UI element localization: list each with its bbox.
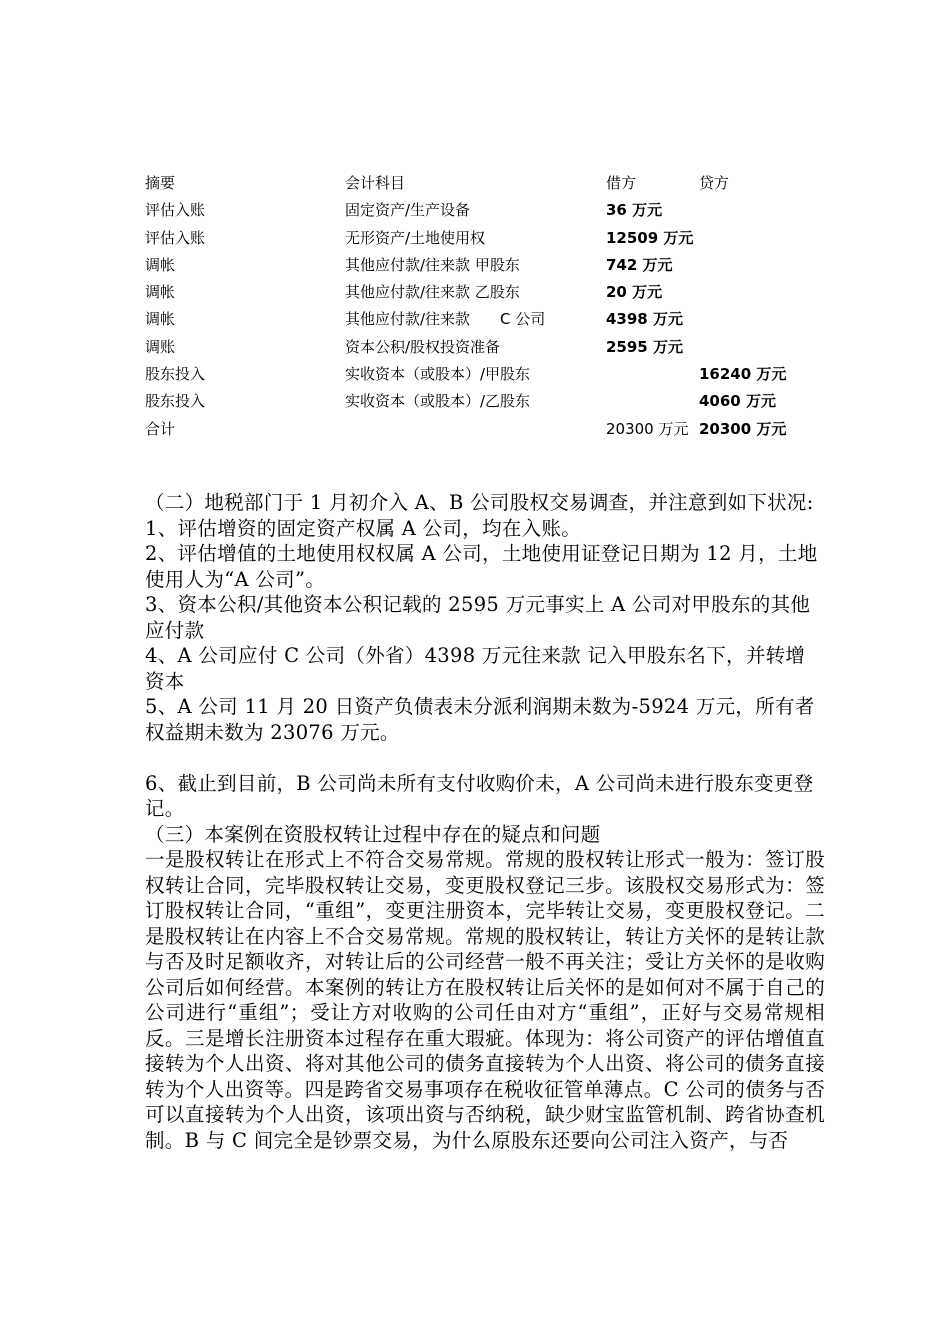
row-summary: 评估入账 bbox=[145, 201, 206, 220]
table-row bbox=[145, 306, 845, 333]
row-summary: 调帐 bbox=[145, 310, 176, 329]
total-credit: 20300 万元 bbox=[699, 419, 787, 438]
section2-item-4: 4、A 公司应付 C 公司（外省）4398 万元往来款 记入甲股东名下，并转增资本 bbox=[145, 644, 806, 693]
row-debit: 20 万元 bbox=[606, 283, 663, 302]
table-row bbox=[145, 225, 845, 252]
row-debit: 4398 万元 bbox=[606, 310, 683, 329]
section2-item-2: 2、评估增值的土地使用权权属 A 公司，土地使用证登记日期为 12 月，土地使用人为“A 公司”。 bbox=[145, 542, 818, 591]
row-account: 其他应付款/往来款 C 公司 bbox=[345, 310, 546, 329]
section2-item-3: 3、资本公积/其他资本公积记载的 2595 万元事实上 A 公司对甲股东的其他应付款 bbox=[145, 593, 811, 642]
row-summary: 调账 bbox=[145, 337, 176, 356]
table-row bbox=[145, 197, 845, 224]
document-body bbox=[145, 490, 825, 1153]
section2-item-1: 1、评估增资的固定资产权属 A 公司，均在入账。 bbox=[145, 516, 582, 540]
table-row bbox=[145, 279, 845, 306]
row-account: 实收资本（或股本）/甲股东 bbox=[345, 365, 531, 384]
table-row bbox=[145, 388, 845, 415]
header-account: 会计科目 bbox=[345, 174, 406, 192]
header-summary: 摘要 bbox=[145, 174, 176, 192]
row-summary: 股东投入 bbox=[145, 392, 206, 411]
section2-intro: （二）地税部门于 1 月初介入 A、B 公司股权交易调查，并注意到如下状况: bbox=[145, 491, 814, 514]
header-debit: 借方 bbox=[606, 174, 637, 192]
section2-item-6: 6、截止到目前，B 公司尚未所有支付收购价未，A 公司尚未进行股东变更登记。 bbox=[145, 771, 814, 820]
row-debit: 742 万元 bbox=[606, 255, 673, 274]
table-header-row bbox=[145, 170, 845, 197]
row-account: 固定资产/生产设备 bbox=[345, 201, 471, 220]
row-account: 实收资本（或股本）/乙股东 bbox=[345, 392, 531, 411]
table-row bbox=[145, 334, 845, 361]
row-credit: 4060 万元 bbox=[699, 392, 776, 411]
table-row bbox=[145, 361, 845, 388]
table-total-row bbox=[145, 416, 845, 443]
row-account: 资本公积/股权投资准备 bbox=[345, 337, 501, 356]
row-debit: 12509 万元 bbox=[606, 228, 694, 247]
row-account: 其他应付款/往来款 乙股东 bbox=[345, 283, 520, 302]
total-label: 合计 bbox=[145, 419, 176, 438]
section3-body: 一是股权转让在形式上不符合交易常规。常规的股权转让形式一般为：签订股权转让合同，完毕股权转让交易，变更股权登记三步。该股权交易形式为：签订股权转让合同，“重组”，变更注册资本，完毕转让交易，变更股权登记。二是股权转让在内容上不合交易常规。常规的股权转让，转让方关怀的是转让款与否及时足额收齐，对转让后的公司经营一般不再关注；受让方关怀的是收购公司后如何经营。本案例的转让方在股权转让后关怀的是如何对不属于自己的公司进行“重组”；受让方对收购的公司任由对方“重组”，正好与交易常规相反。三是增长注册资本过程存在重大瑕疵。体现为：将公司资产的评估增值直接转为个人出资、将对其他公司的债务直接转为个人出资、将公司的债务直接转为个人出资等。四是跨省交易事项存在税收征管单薄点。C 公司的债务与否可以直接转为个人出资，该项出资与否纳税，缺少财宝监管机制、跨省协查机制。B 与 C 间完全是钞票交易，为什么原股东还要向公司注入资产，与否 bbox=[145, 848, 825, 1152]
header-credit: 贷方 bbox=[699, 174, 730, 192]
row-credit: 16240 万元 bbox=[699, 365, 787, 384]
total-debit: 20300 万元 bbox=[606, 419, 689, 438]
row-summary: 评估入账 bbox=[145, 228, 206, 247]
row-summary: 调帐 bbox=[145, 255, 176, 274]
row-summary: 股东投入 bbox=[145, 365, 206, 384]
paragraph-gap bbox=[145, 745, 825, 771]
section2-item-5: 5、A 公司 11 月 20 日资产负债表未分派利润期未数为-5924 万元，所有者权益期未数为 23076 万元。 bbox=[145, 695, 815, 744]
table-row bbox=[145, 252, 845, 279]
row-debit: 36 万元 bbox=[606, 201, 663, 220]
section3-title: （三）本案例在资股权转让过程中存在的疑点和问题 bbox=[145, 822, 601, 846]
row-debit: 2595 万元 bbox=[606, 337, 683, 356]
row-account: 其他应付款/往来款 甲股东 bbox=[345, 255, 520, 274]
row-summary: 调帐 bbox=[145, 283, 176, 302]
row-account: 无形资产/土地使用权 bbox=[345, 228, 486, 247]
journal-entry-table bbox=[145, 170, 845, 443]
